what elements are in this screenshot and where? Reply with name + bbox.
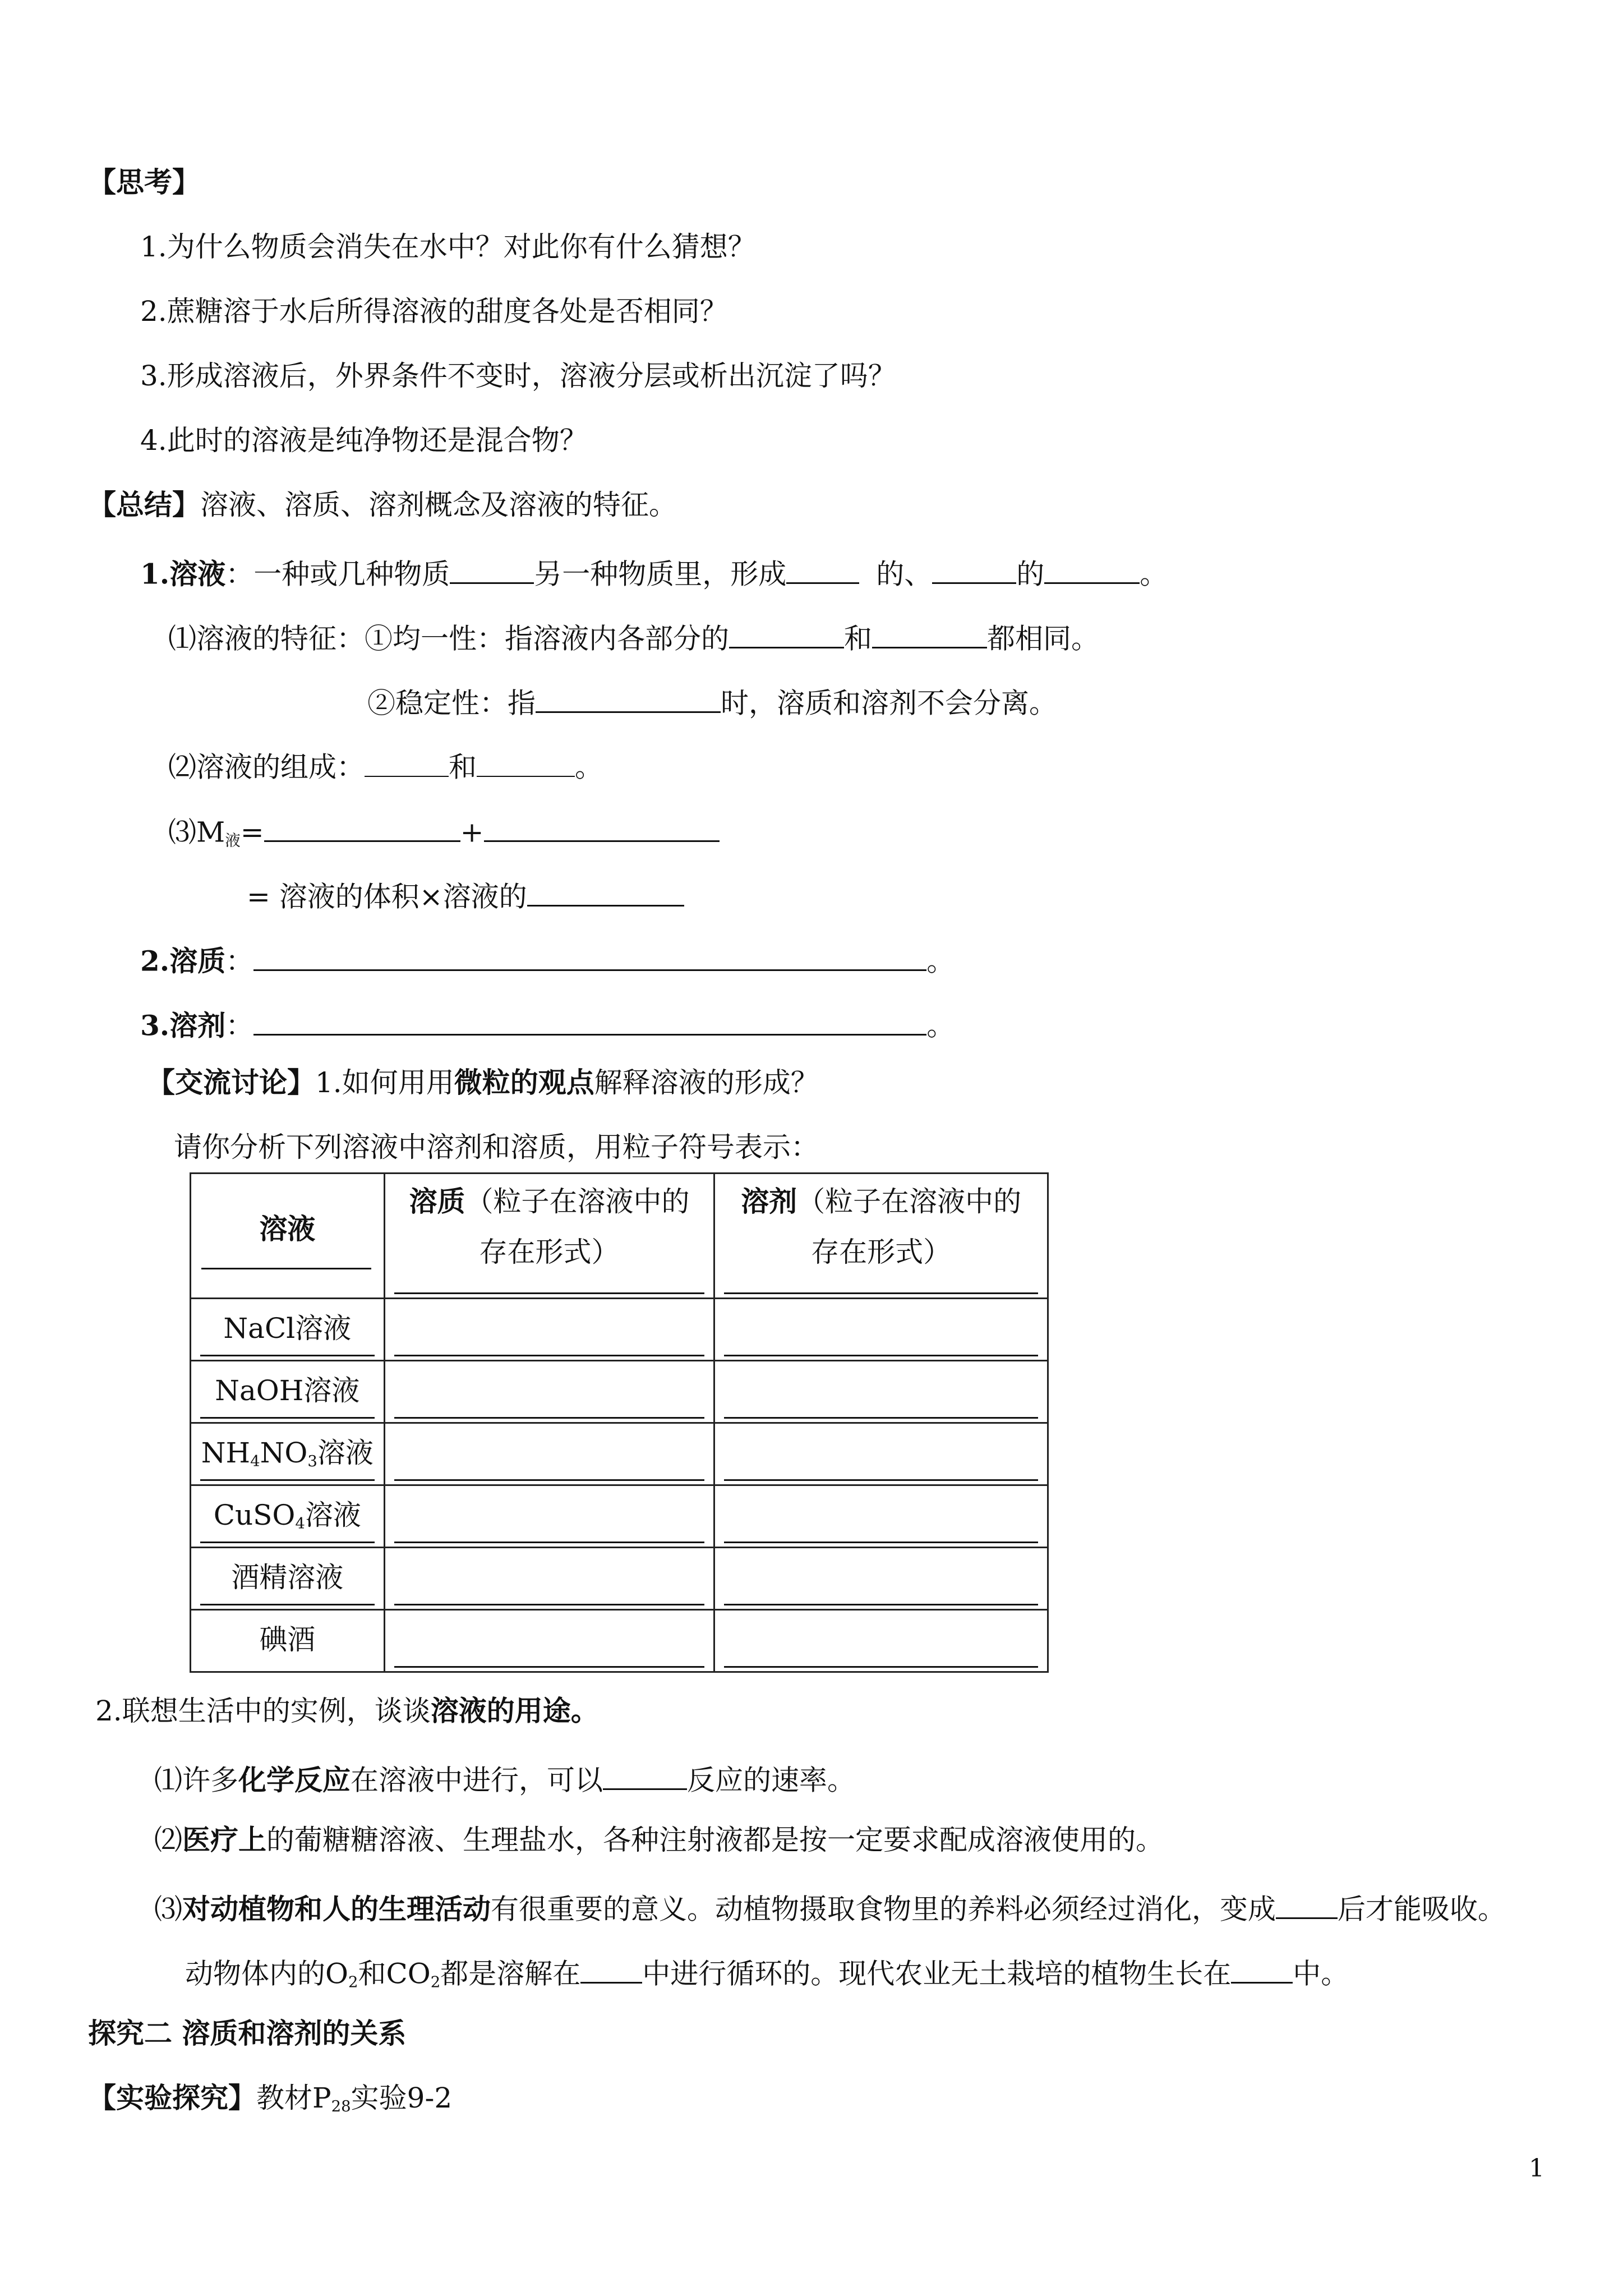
use-2 — [154, 1823, 1164, 1856]
blank — [872, 620, 987, 648]
mass-text: ⑶M — [168, 816, 225, 849]
discussion-heading: 【交流讨论】 — [147, 1066, 315, 1099]
header-solute — [384, 1174, 714, 1299]
def1-term: 溶液 — [169, 557, 226, 591]
def1-text-b: 另一种物质里，形成 — [534, 558, 787, 591]
header-solute-label: 溶质（粒子在溶液中的 存在形式） — [409, 1185, 690, 1268]
discussion-instruction: 请你分析下列溶液中溶剂和溶质，用粒子符号表示： — [174, 1131, 819, 1163]
answer-blank[interactable] — [394, 1604, 705, 1605]
summary-line — [88, 488, 677, 521]
solution-composition — [168, 749, 603, 784]
solution-volume — [247, 878, 684, 911]
blank — [580, 1955, 642, 1984]
think-question-3: 3.形成溶液后，外界条件不变时，溶液分层或析出沉淀了吗？ — [140, 360, 896, 392]
table-row — [191, 1361, 1048, 1423]
answer-blank[interactable] — [394, 1542, 705, 1543]
answer-blank[interactable] — [724, 1355, 1038, 1356]
summary-text: 溶液、溶质、溶剂概念及溶液的特征。 — [200, 489, 677, 521]
blank — [365, 749, 449, 777]
answer-blank[interactable] — [724, 1479, 1038, 1481]
def3-term: 溶剂 — [169, 1009, 226, 1042]
table-header-row — [191, 1174, 1048, 1299]
blank — [729, 620, 844, 648]
experiment-text-a: 教材P — [256, 2082, 331, 2114]
header-solvent — [714, 1174, 1048, 1299]
blank — [1276, 1890, 1338, 1919]
use-4 — [185, 1955, 1349, 1990]
think-question-2: 2.蔗糖溶于水后所得溶液的甜度各处是否相同？ — [140, 295, 728, 328]
solution-mass — [168, 813, 720, 849]
feature-stability — [367, 684, 1057, 720]
use3-text-c: 后才能吸收。 — [1338, 1893, 1506, 1926]
blank — [200, 1355, 375, 1356]
answer-blank[interactable] — [724, 1604, 1038, 1605]
use4-sub1: 2 — [348, 1973, 358, 1991]
use3-text-a: ⑶ — [154, 1893, 182, 1926]
def2-term: 溶质 — [169, 944, 226, 978]
def3-num: 3. — [140, 1009, 170, 1042]
experiment-text-b: 实验9-2 — [351, 2082, 453, 2114]
blank — [200, 1417, 375, 1419]
blank — [264, 813, 460, 842]
feature-text-b: 和 — [844, 622, 872, 655]
blank — [603, 1761, 687, 1790]
uses-bold: 溶液的用途。 — [430, 1694, 599, 1727]
def1-text-e: 。 — [1140, 558, 1168, 591]
feature-text-c: 都相同。 — [987, 622, 1099, 655]
blank[interactable] — [724, 1292, 1038, 1294]
answer-blank[interactable] — [394, 1417, 705, 1419]
row-label: NaOH溶液 — [215, 1374, 360, 1407]
row-label: CuSO$_4$溶液 — [213, 1499, 361, 1533]
use2-text-b: 的葡糖糖溶液、生理盐水，各种注射液都是按一定要求配成溶液使用的。 — [266, 1824, 1164, 1856]
table-row — [191, 1548, 1048, 1610]
table-row — [191, 1610, 1048, 1672]
discussion-text-a: 1.如何用用 — [315, 1066, 454, 1099]
blank — [1231, 1955, 1293, 1984]
blank — [200, 1542, 375, 1543]
use4-text-d: 中进行循环的。现代农业无土栽培的植物生长在 — [642, 1957, 1232, 1990]
think-question-4: 4.此时的溶液是纯净物还是混合物？ — [140, 424, 588, 457]
blank — [200, 1604, 375, 1605]
mass-equals: = — [240, 816, 264, 849]
use2-text-a: ⑵ — [154, 1824, 182, 1856]
use4-text-a: 动物体内的O — [185, 1957, 348, 1990]
use1-text-c: 反应的速率。 — [687, 1764, 855, 1797]
use1-text-b: 在溶液中进行，可以 — [351, 1764, 603, 1797]
answer-blank[interactable] — [394, 1355, 705, 1356]
think-question-1: 1.为什么物质会消失在水中？对此你有什么猜想？ — [140, 231, 756, 263]
row-label: $NH_4NO_3$溶液 — [201, 1437, 374, 1470]
definition-solution — [140, 555, 1168, 591]
blank — [1044, 555, 1140, 584]
blank — [484, 813, 720, 842]
answer-blank[interactable] — [394, 1666, 705, 1668]
answer-blank[interactable] — [724, 1542, 1038, 1543]
def2-num: 2. — [140, 944, 170, 978]
use4-text-b: 和CO — [358, 1957, 431, 1990]
volume-text: = 溶液的体积×溶液的 — [247, 880, 527, 913]
uses-question — [95, 1694, 599, 1727]
row-label: 酒精溶液 — [231, 1561, 344, 1594]
experiment-subscript: 28 — [331, 2097, 351, 2115]
table-row — [191, 1423, 1048, 1485]
definition-solvent — [140, 1007, 955, 1040]
blank — [200, 1479, 375, 1481]
think-heading: 【思考】 — [88, 165, 200, 199]
use-1 — [154, 1761, 855, 1795]
blank — [477, 749, 575, 777]
blank — [527, 878, 684, 907]
header-solvent-label: 溶剂（粒子在溶液中的 存在形式） — [741, 1185, 1022, 1268]
def1-text-d: 的 — [1016, 558, 1045, 591]
def2-colon: ： — [225, 945, 254, 978]
use1-bold: 化学反应 — [238, 1763, 351, 1797]
row-label: NaCl溶液 — [223, 1312, 352, 1345]
feature-uniformity — [168, 620, 1099, 653]
composition-text-c: 。 — [575, 751, 603, 784]
blank — [786, 555, 859, 584]
blank — [201, 1268, 371, 1269]
feature-text-a: ⑴溶液的特征：①均一性：指溶液内各部分的 — [168, 622, 729, 655]
answer-blank[interactable] — [394, 1479, 705, 1481]
def1-text-c: 的、 — [876, 558, 933, 591]
use-3 — [154, 1890, 1506, 1924]
stability-text-a: ②稳定性：指 — [367, 687, 536, 720]
answer-blank[interactable] — [724, 1666, 1038, 1668]
def1-text-a: ：一种或几种物质 — [225, 558, 450, 591]
use2-bold: 医疗上 — [182, 1823, 266, 1856]
blank — [450, 555, 534, 584]
table-row — [191, 1299, 1048, 1361]
section-title: 探究二 溶质和溶剂的关系 — [88, 2017, 407, 2050]
def3-colon: ： — [225, 1009, 254, 1042]
blank — [932, 555, 1016, 584]
answer-blank[interactable] — [724, 1417, 1038, 1419]
mass-subscript: 液 — [225, 831, 241, 850]
use4-text-c: 都是溶解在 — [440, 1957, 581, 1990]
stability-text-b: 时，溶质和溶剂不会分离。 — [721, 687, 1057, 720]
discussion-question — [147, 1066, 819, 1099]
experiment-heading: 【实验探究】 — [88, 2081, 256, 2114]
use4-sub2: 2 — [430, 1973, 441, 1991]
def3-end: 。 — [926, 1009, 955, 1042]
header-solution-label: 溶液 — [259, 1212, 316, 1245]
blank — [253, 942, 926, 971]
row-label: 碘酒 — [259, 1623, 316, 1656]
header-solution — [191, 1174, 385, 1299]
composition-text-b: 和 — [449, 751, 477, 784]
experiment-line — [88, 2081, 453, 2115]
use4-text-e: 中。 — [1293, 1957, 1349, 1990]
composition-text-a: ⑵溶液的组成： — [168, 751, 365, 784]
use3-text-b: 有很重要的意义。动植物摄取食物里的养料必须经过消化，变成 — [491, 1893, 1276, 1926]
summary-heading: 【总结】 — [88, 488, 200, 521]
definition-solute — [140, 942, 955, 976]
uses-text-a: 2.联想生活中的实例，谈谈 — [95, 1695, 431, 1727]
blank[interactable] — [394, 1292, 705, 1294]
blank — [253, 1007, 926, 1036]
table-row — [191, 1485, 1048, 1548]
discussion-bold: 微粒的观点 — [454, 1066, 594, 1099]
use1-text-a: ⑴许多 — [154, 1764, 238, 1797]
discussion-text-b: 解释溶液的形成？ — [594, 1066, 819, 1099]
def1-num: 1. — [140, 557, 170, 591]
page-number: 1 — [1529, 2154, 1544, 2183]
blank — [536, 684, 721, 713]
use3-bold: 对动植物和人的生理活动 — [182, 1892, 491, 1926]
solution-table — [190, 1172, 1049, 1673]
mass-plus: + — [460, 816, 484, 849]
def2-end: 。 — [926, 945, 955, 978]
